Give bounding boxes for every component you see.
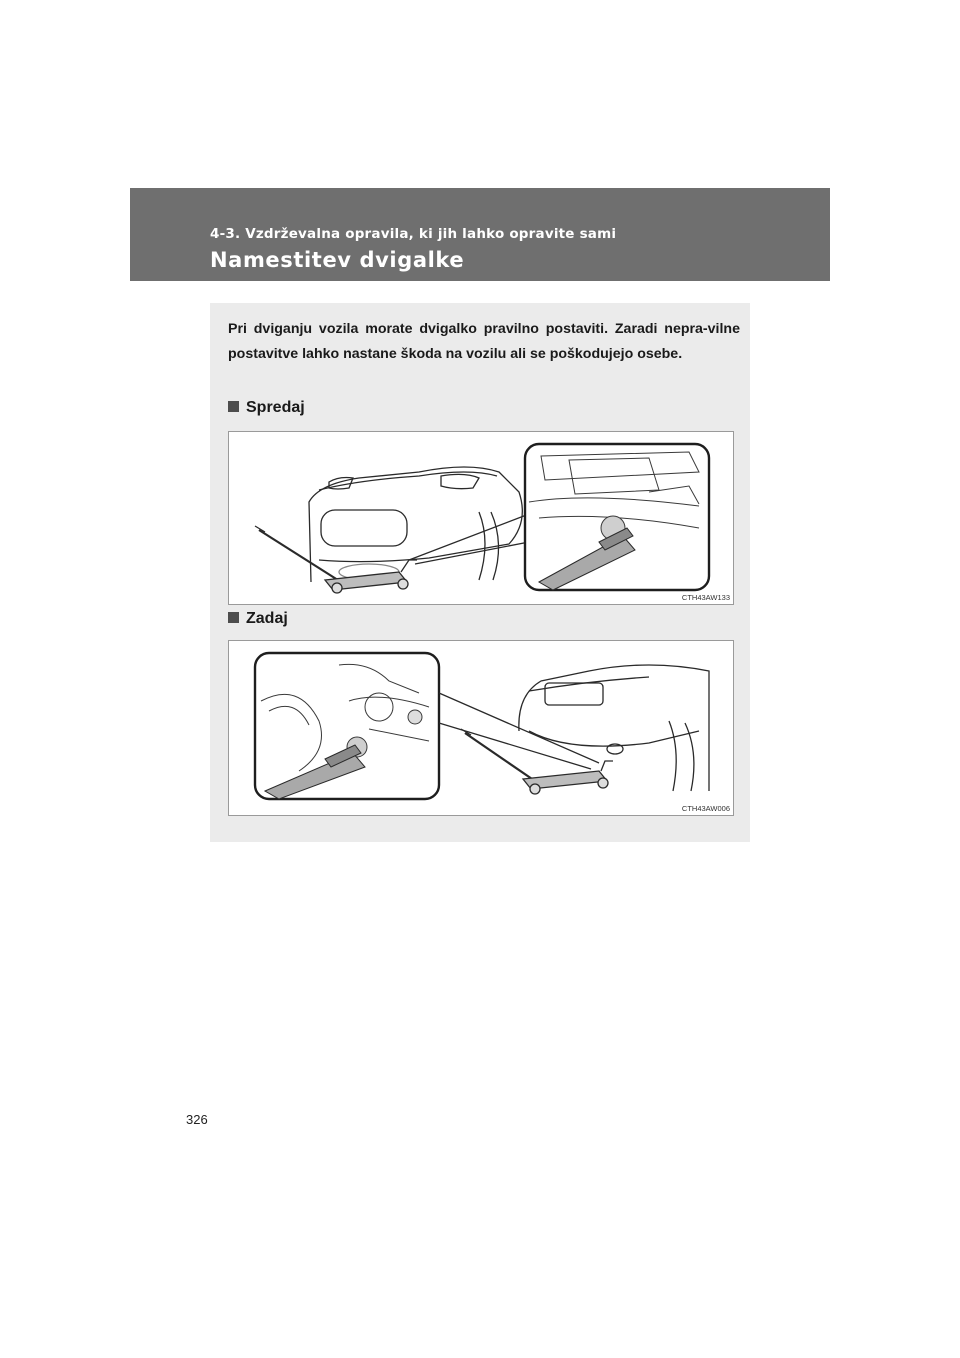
rear-heading	[228, 610, 288, 628]
page-title: Namestitev dvigalke	[210, 248, 465, 272]
front-heading	[228, 399, 305, 417]
rear-jack-figure	[228, 640, 734, 816]
rear-heading-label: Zadaj	[246, 610, 288, 627]
front-jack-figure	[228, 431, 734, 605]
front-figure-code: CTH43AW133	[681, 593, 730, 602]
rear-figure-code: CTH43AW006	[681, 804, 730, 813]
front-heading-label: Spredaj	[246, 399, 305, 416]
intro-text: Pri dviganju vozila morate dvigalko pravilno postaviti. Zaradi nepra-vilne postavitve lahko nastane škoda na vozilu ali se poškodujejo osebe.	[228, 321, 740, 362]
rear-jack-illustration	[229, 641, 733, 815]
bullet-square-icon	[228, 612, 239, 623]
front-jack-illustration	[229, 432, 733, 604]
chapter-header	[130, 188, 830, 281]
section-label: 4-3. Vzdrževalna opravila, ki jih lahko opravite sami	[210, 226, 617, 242]
content-panel	[210, 303, 750, 842]
page-number: 326	[186, 1112, 208, 1127]
bullet-square-icon	[228, 401, 239, 412]
